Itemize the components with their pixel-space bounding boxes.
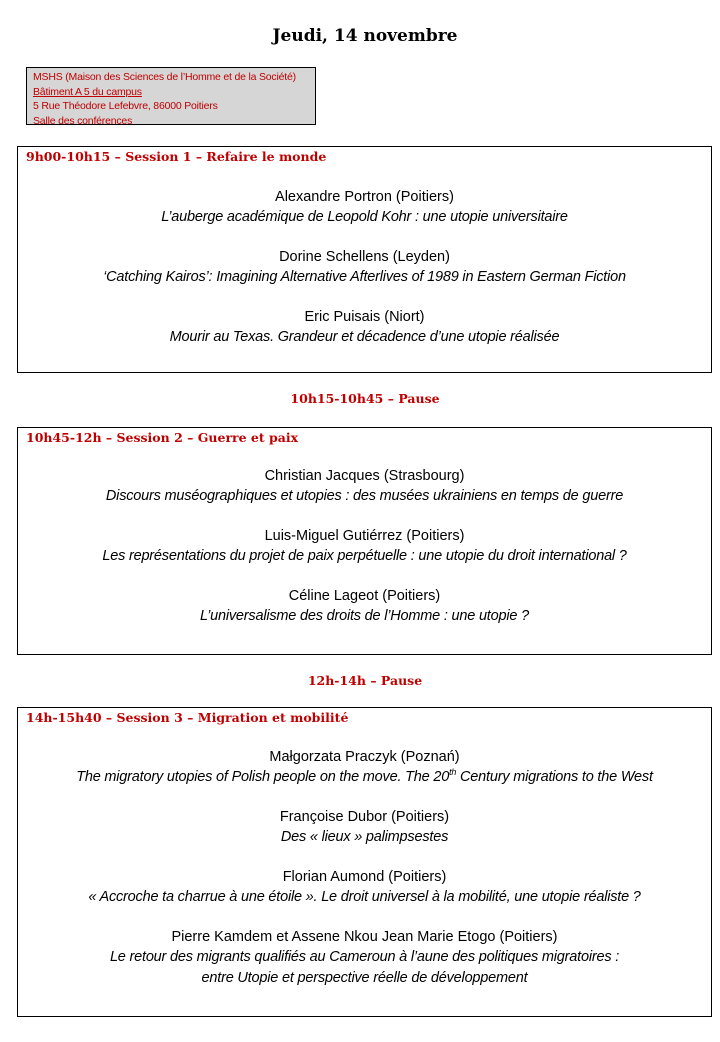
talk — [18, 927, 711, 989]
talk-title-superscript: th — [449, 767, 457, 778]
session-title: 9h00-10h15 – Session 1 – Refaire le monde — [26, 149, 327, 164]
talk-title: Les représentations du projet de paix perpétuelle : une utopie du droit international ? — [102, 548, 627, 564]
talk — [18, 247, 711, 288]
talk-title: Discours muséographiques et utopies : des musées ukrainiens en temps de guerre — [105, 488, 624, 504]
talk-speaker: Pierre Kamdem et Assene Nkou Jean Marie Etogo (Poitiers) — [171, 929, 558, 945]
talk-speaker: Françoise Dubor (Poitiers) — [279, 809, 450, 825]
pause-label: 10h15-10h45 – Pause — [290, 391, 440, 406]
venue-line: 5 Rue Théodore Lefebvre, 86000 Poitiers — [33, 100, 218, 112]
pause-label: 12h-14h – Pause — [307, 673, 423, 688]
talk-speaker: Małgorzata Praczyk (Poznań) — [269, 749, 460, 765]
talk — [18, 307, 711, 348]
talk — [18, 526, 711, 567]
session-title: 14h-15h40 – Session 3 – Migration et mobilité — [26, 710, 349, 725]
talk — [18, 586, 711, 627]
talk-speaker: Eric Puisais (Niort) — [304, 309, 425, 325]
talk-speaker: Florian Aumond (Poitiers) — [282, 869, 447, 885]
talk-title: ‘Catching Kairos’: Imagining Alternative Afterlives of 1989 in Eastern German Fiction — [103, 269, 626, 285]
session-3 — [17, 707, 712, 1017]
venue-line: MSHS (Maison des Sciences de l’Homme et de la Société) — [33, 71, 296, 83]
talk-title: L’universalisme des droits de l’Homme : une utopie ? — [200, 608, 529, 624]
venue-box — [26, 67, 316, 125]
session-1 — [17, 146, 712, 373]
talk — [18, 747, 711, 788]
talk-title: Mourir au Texas. Grandeur et décadence d’une utopie réalisée — [169, 329, 560, 345]
talk — [18, 807, 711, 848]
talk-title-line2: entre Utopie et perspective réelle de développement — [201, 970, 528, 986]
talk-title-part: Century migrations to the West — [456, 769, 653, 785]
venue-line: Salle des conférences — [33, 114, 133, 127]
talk — [18, 466, 711, 507]
talk-title: « Accroche ta charrue à une étoile ». Le droit universel à la mobilité, une utopie réaliste ? — [88, 889, 641, 905]
session-title: 10h45-12h – Session 2 – Guerre et paix — [26, 430, 299, 445]
talk-title: Des « lieux » palimpsestes — [280, 829, 449, 845]
talk-title: L’auberge académique de Leopold Kohr : une utopie universitaire — [161, 209, 568, 225]
page-title: Jeudi, 14 novembre — [272, 26, 458, 46]
talk-speaker: Alexandre Portron (Poitiers) — [275, 189, 454, 205]
talk-speaker: Christian Jacques (Strasbourg) — [264, 468, 465, 484]
talk-speaker: Céline Lageot (Poitiers) — [288, 588, 441, 604]
talk — [18, 867, 711, 908]
talk-title: Le retour des migrants qualifiés au Cameroun à l’aune des politiques migratoires : — [109, 949, 620, 965]
venue-line: Bâtiment A 5 du campus — [33, 85, 142, 98]
talk-speaker: Dorine Schellens (Leyden) — [279, 249, 450, 265]
talk — [18, 187, 711, 228]
session-2 — [17, 427, 712, 655]
talk-speaker: Luis-Miguel Gutiérrez (Poitiers) — [264, 528, 465, 544]
talk-title-part: The migratory utopies of Polish people on the move. The 20 — [76, 769, 450, 785]
talk-title — [18, 767, 711, 788]
